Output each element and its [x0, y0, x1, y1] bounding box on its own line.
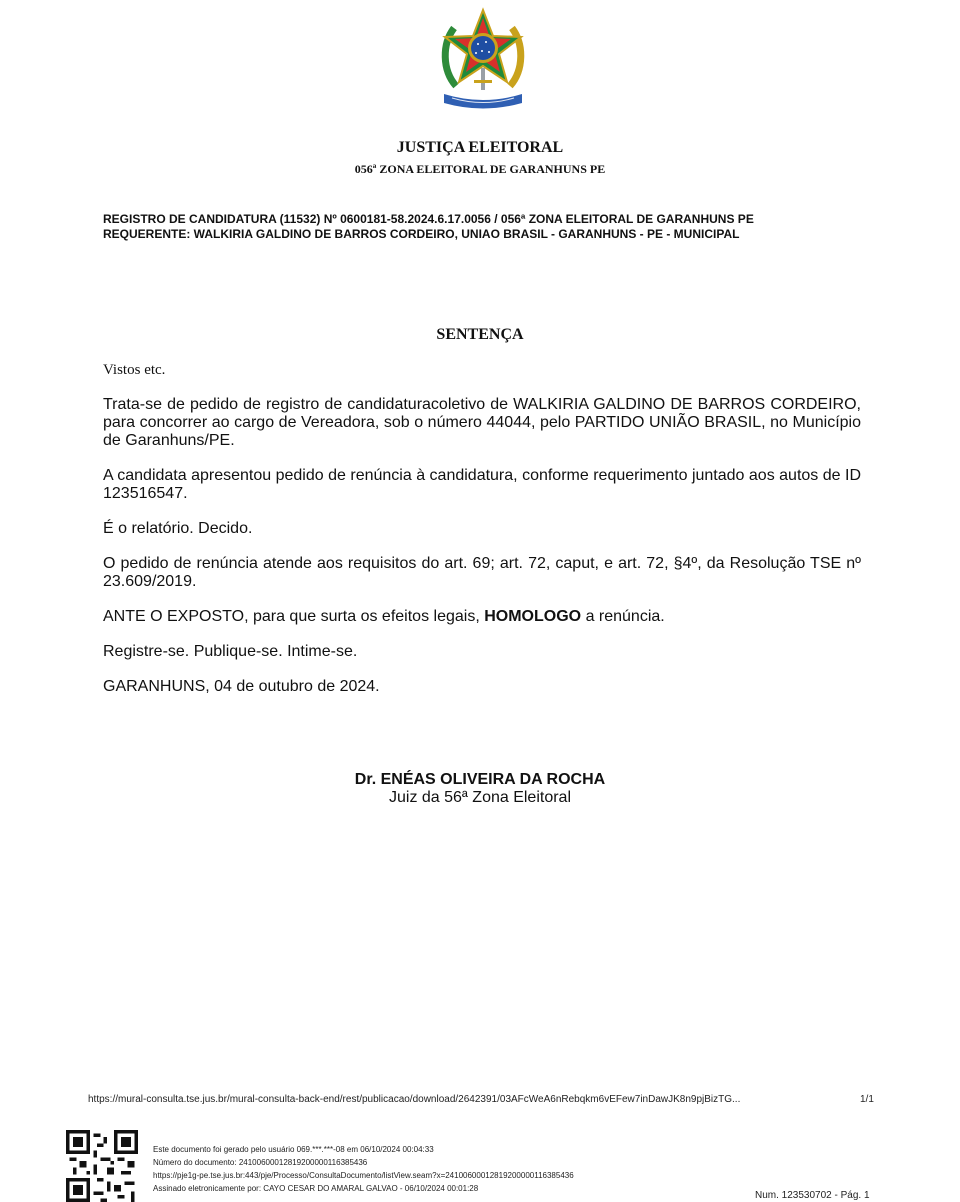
meta-signed-by: Assinado eletronicamente por: CAYO CESAR DO AMARAL GALVAO - 06/10/2024 00:01:28 [153, 1184, 479, 1193]
meta-document-number: Número do documento: 24100600012819200000116385436 [153, 1158, 368, 1167]
signature-block [0, 771, 960, 807]
footer-url[interactable]: https://mural-consulta.tse.jus.br/mural-consulta-back-end/rest/publicacao/download/2642391/03AFcWeA6nRebqkm6vEFew7inDawJK8n9pjBizTG... [88, 1094, 741, 1105]
judge-name: Dr. ENÉAS OLIVEIRA DA ROCHA [354, 771, 606, 788]
paragraph-6: Registre-se. Publique-se. Intime-se. [103, 643, 358, 660]
coat-of-arms-emblem [438, 6, 528, 110]
paragraph-5 [103, 608, 861, 626]
paragraph-2: A candidata apresentou pedido de renúncia à candidatura, conforme requerimento juntado aos autos de ID 123516547. [103, 467, 861, 502]
document-metadata [153, 1143, 574, 1195]
paragraph-7: GARANHUNS, 04 de outubro de 2024. [103, 678, 380, 695]
sentence-heading: SENTENÇA [436, 326, 524, 343]
paragraph-3: É o relatório. Decido. [103, 520, 253, 537]
document-title: JUSTIÇA ELEITORAL [396, 139, 564, 156]
paragraph-4: O pedido de renúncia atende aos requisitos do art. 69; art. 72, caput, e art. 72, §4º, da Resolução TSE nº 23.609/2019. [103, 555, 861, 590]
meta-generated: Este documento foi gerado pelo usuário 069.***.***-08 em 06/10/2024 00:04:33 [153, 1145, 434, 1154]
document-subtitle: 056ª ZONA ELEITORAL DE GARANHUNS PE [354, 162, 606, 176]
paragraph-5-end: a renúncia. [585, 608, 665, 625]
footer-page-count: 1/1 [860, 1094, 874, 1105]
process-number: REGISTRO DE CANDIDATURA (11532) Nº 0600181-58.2024.6.17.0056 / 056ª ZONA ELEITORAL DE GARANHUNS PE [103, 212, 754, 226]
paragraph-5-start: ANTE O EXPOSTO, para que surta os efeitos legais, [103, 608, 480, 625]
judge-role: Juiz da 56ª Zona Eleitoral [388, 789, 572, 806]
process-info [103, 212, 863, 242]
sentence-body [103, 361, 861, 713]
vistos-paragraph: Vistos etc. [103, 362, 166, 378]
meta-link[interactable]: https://pje1g-pe.tse.jus.br:443/pje/Processo/ConsultaDocumento/listView.seam?x=24100600012819200000116385436 [153, 1171, 574, 1180]
requester: REQUERENTE: WALKIRIA GALDINO DE BARROS CORDEIRO, UNIAO BRASIL - GARANHUNS - PE - MUNICIPAL [103, 227, 740, 241]
homologo-bold: HOMOLOGO [484, 608, 582, 625]
paragraph-1: Trata-se de pedido de registro de candidaturacoletivo de WALKIRIA GALDINO DE BARROS CORDEIRO, para concorrer ao cargo de Vereadora, sob o número 44044, pelo PARTIDO UNIÃO BRASIL, no Município de Garanhuns/PE. [103, 396, 861, 449]
document-num-page: Num. 123530702 - Pág. 1 [755, 1190, 870, 1201]
qr-code-icon [66, 1130, 138, 1202]
